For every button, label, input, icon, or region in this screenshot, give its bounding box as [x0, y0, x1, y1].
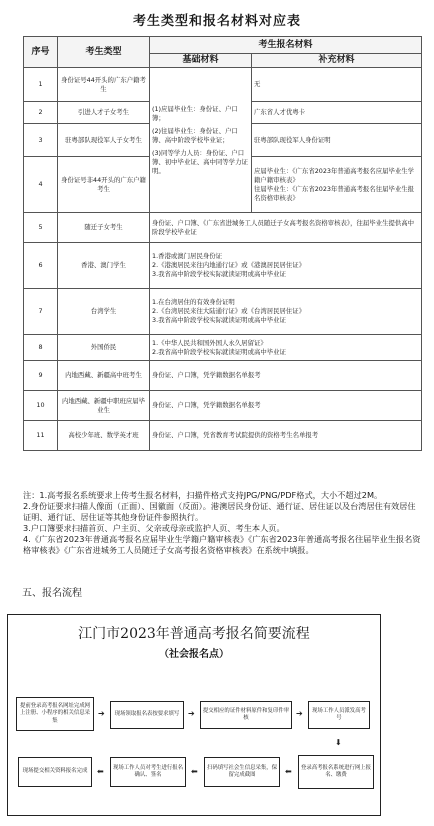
header-extra: 补充材料 — [252, 54, 422, 68]
arrow-left-icon: ⬅ — [285, 767, 292, 776]
basic-item: (3)同等学力人员：身份证、户口簿、初中毕业证、高中同等学力证明。 — [152, 148, 248, 175]
table-row-extra: 广东省人才优粤卡 — [252, 102, 422, 124]
flow-step-2: 现场领取报名表按要求填写 — [110, 701, 184, 729]
table-row-materials: 1.《中华人民共和国外国人永久居留证》 2.我省高中阶段学校实际就读证明或高中毕业证 — [150, 335, 422, 361]
table-row-type: 香港、澳门学生 — [58, 243, 150, 289]
table-row-materials: 1.香港或澳门居民身份证 2.《港澳居民来往内地通行证》或《港澳居民居住证》 3.我省高中阶段学校实际就读证明或高中毕业证 — [150, 243, 422, 289]
flow-step-4: 现场工作人员派发高考号 — [308, 701, 370, 729]
flowchart-subtitle: （社会报名点） — [159, 649, 229, 660]
table-row-seq: 11 — [24, 421, 58, 451]
flow-step-1: 提前登录高考报名网址完成网上注册、小程序的相关信息采集 — [16, 697, 94, 731]
header-basic: 基础材料 — [150, 54, 252, 68]
arrow-down-icon: ⬇ — [335, 738, 342, 747]
note-item: 3.户口簿要求扫描首页、户主页、父亲或母亲或监护人页、考生本人页。 — [23, 523, 285, 533]
section-heading: 五、报名流程 — [22, 588, 82, 599]
table-row-type: 驻粤部队现役军人子女考生 — [58, 124, 150, 157]
flowchart — [7, 614, 381, 816]
note-item: 注：1.高考报名系统要求上传考生报名材料，扫描件格式支持JPG/PNG/PDF格式，大小不超过2M。 — [23, 490, 383, 500]
arrow-left-icon: ⬅ — [97, 767, 104, 776]
flow-step-8: 现场提交相关资料报名完成 — [18, 757, 92, 787]
materials-table — [23, 36, 422, 451]
notes — [23, 490, 423, 556]
table-row-type: 内地西藏、新疆中职班应届毕业生 — [58, 391, 150, 421]
page-title: 考生类型和报名材料对应表 — [132, 14, 301, 29]
table-row-materials: 身份证、户口簿、《广东省进城务工人员随迁子女高考报名资格审核表》，往届毕业生提供高中阶段学校毕业证 — [150, 213, 422, 243]
table-row-type: 外国侨民 — [58, 335, 150, 361]
basic-materials-shared — [150, 68, 252, 213]
table-row-seq: 6 — [24, 243, 58, 289]
note-item: 4.《广东省2023年普通高考报名应届毕业生学籍户籍审核表》《广东省2023年普通高考报名往届毕业生报名资格审核表》《广东省进城务工人员随迁子女高考报名资格审核表》在系统中填报。 — [23, 534, 421, 555]
table-row-type: 引进人才子女考生 — [58, 102, 150, 124]
table-row-type: 台湾学生 — [58, 289, 150, 335]
header-type: 考生类型 — [58, 37, 150, 68]
basic-item: (1)应届毕业生：身份证、户口簿； — [152, 104, 238, 122]
header-seq: 序号 — [24, 37, 58, 68]
table-row-type: 身份证号44开头的广东户籍考生 — [58, 68, 150, 102]
flowchart-title: 江门市2023年普通高考报名简要流程 — [78, 626, 310, 642]
table-row-seq: 4 — [24, 157, 58, 213]
table-row-type: 内地西藏、新疆高中班考生 — [58, 361, 150, 391]
table-row-type: 随迁子女考生 — [58, 213, 150, 243]
flow-step-5: 登录高考报名系统进行网上报名、缴费 — [298, 755, 374, 789]
flow-step-3: 提交相应的证件材料原件和复印件审核 — [200, 701, 292, 729]
table-row-type: 高校少年班、数学英才班 — [58, 421, 150, 451]
table-row-seq: 9 — [24, 361, 58, 391]
table-row-seq: 8 — [24, 335, 58, 361]
table-row-type: 身份证号非44开头的广东户籍考生 — [58, 157, 150, 213]
arrow-right-icon: ➔ — [188, 709, 195, 718]
basic-item: (2)往届毕业生：身份证、户口簿、高中阶段学校毕业证； — [152, 126, 238, 144]
note-item: 2.身份证要求扫描人像面（正面）、国徽面（反面）。港澳居民身份证、通行证、居住证以及台湾居住有效居住证明、通行证、居住证等其他身份证件参照执行。 — [23, 501, 416, 522]
table-row-extra: 应届毕业生：《广东省2023年普通高考报名应届毕业生学籍户籍审核表》 往届毕业生：《广东省2023年普通高考报名往届毕业生报名资格审核表》 — [252, 157, 422, 213]
header-materials: 考生报名材料 — [150, 37, 422, 54]
table-row-materials: 身份证、户口簿，凭学籍数据名单报考 — [150, 361, 422, 391]
flow-step-6: 扫码填写社会生信息采集，保留完成截图 — [204, 757, 280, 787]
table-row-materials: 1.在台湾居住的有效身份证明 2.《台湾居民来往大陆通行证》或《台湾居民居住证》 3.我省高中阶段学校实际就读证明或高中毕业证 — [150, 289, 422, 335]
flow-step-7: 现场工作人员对考生进行报名确认、签名 — [110, 757, 186, 787]
arrow-right-icon: ➔ — [98, 709, 105, 718]
arrow-right-icon: ➔ — [296, 709, 303, 718]
arrow-left-icon: ⬅ — [191, 767, 198, 776]
table-row-seq: 7 — [24, 289, 58, 335]
table-row-seq: 2 — [24, 102, 58, 124]
table-row-extra: 驻粤部队现役军人身份证明 — [252, 124, 422, 157]
table-row-extra: 无 — [252, 68, 422, 102]
table-row-seq: 10 — [24, 391, 58, 421]
table-row-materials: 身份证、户口簿，凭学籍数据名单报考 — [150, 391, 422, 421]
table-row-seq: 5 — [24, 213, 58, 243]
table-row-seq: 1 — [24, 68, 58, 102]
table-row-seq: 3 — [24, 124, 58, 157]
table-row-materials: 身份证、户口簿，凭省教育考试院提供的资格考生名单报考 — [150, 421, 422, 451]
